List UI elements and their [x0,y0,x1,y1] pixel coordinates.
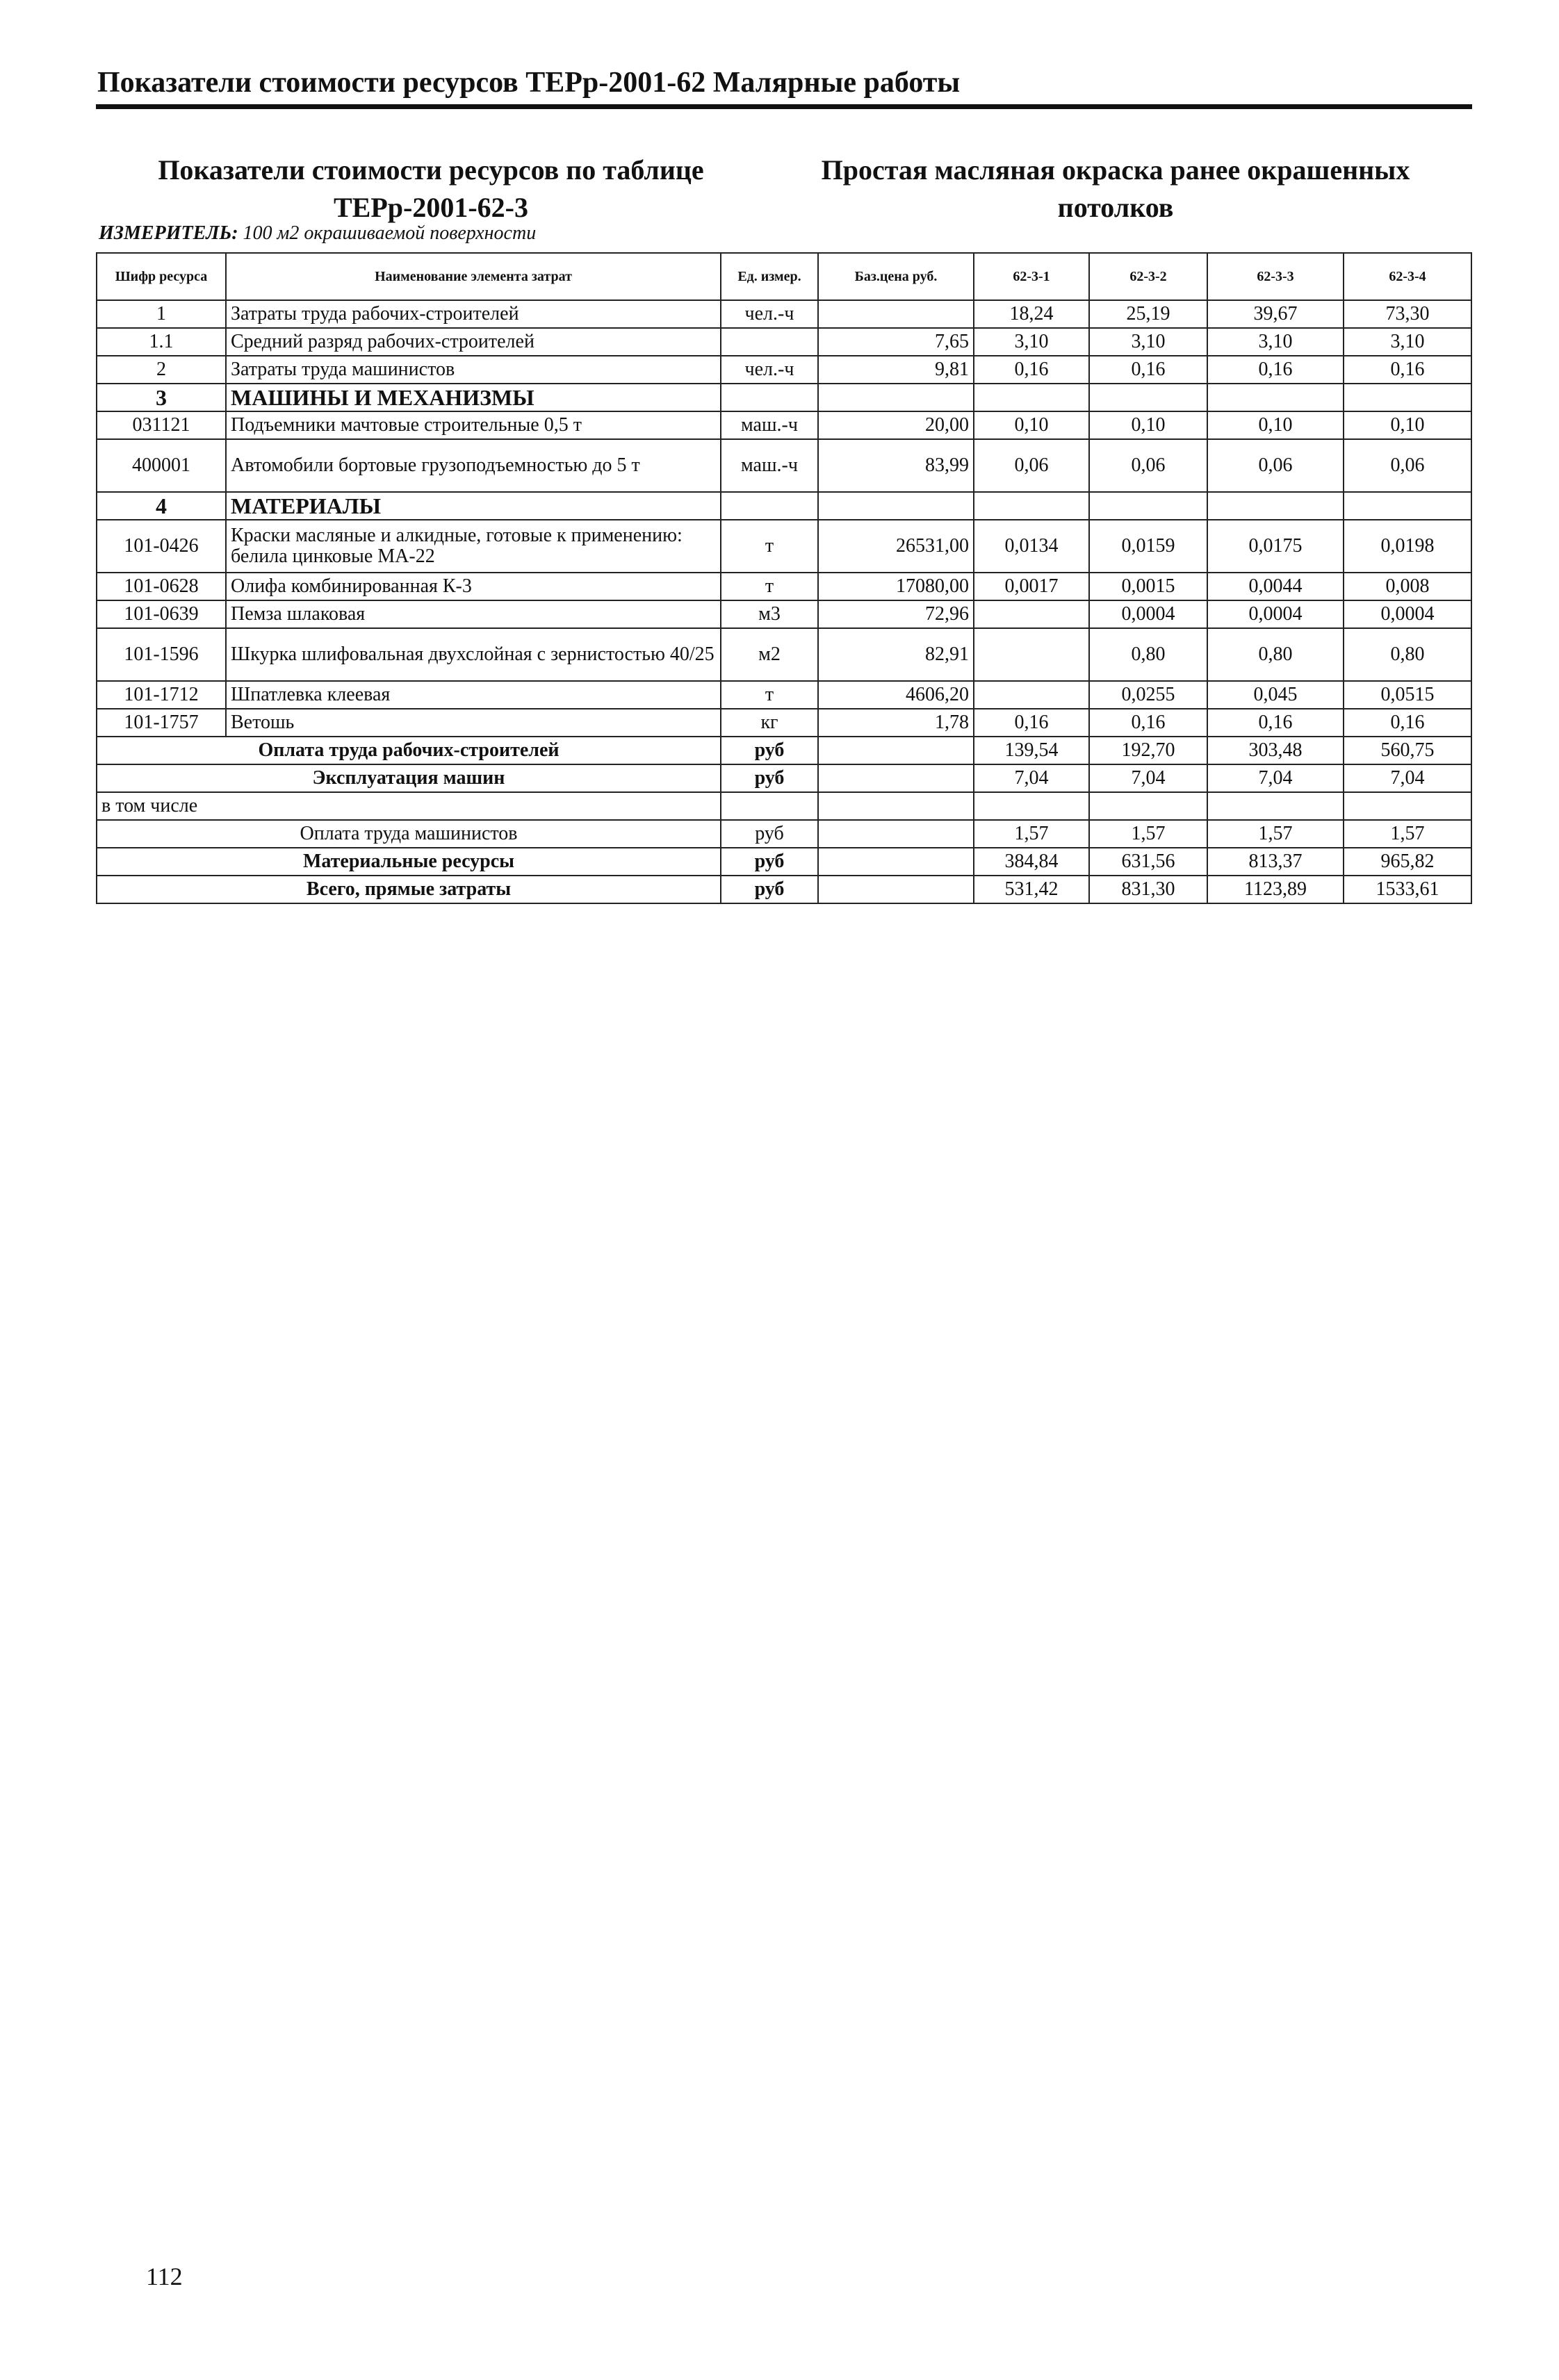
cell-value: 0,0044 [1207,573,1344,600]
cell-value: 1,57 [1207,820,1344,848]
table-row [97,681,1471,709]
header-col-2: 62-3-2 [1089,253,1207,300]
cell-price: 9,81 [818,356,974,384]
cell-name: Краски масляные и алкидные, готовые к применению: белила цинковые МА-22 [226,520,721,573]
cell-unit: руб [721,848,818,876]
table-row [97,573,1471,600]
cell-unit: м3 [721,600,818,628]
cell-unit: руб [721,764,818,792]
cell-value: 831,30 [1089,876,1207,903]
cell-unit: руб [721,820,818,848]
cell-name: Олифа комбинированная К-3 [226,573,721,600]
cell-value: 303,48 [1207,737,1344,764]
cell-value: 0,0198 [1344,520,1471,573]
work-title-line2: потолков [1057,192,1174,223]
cell-value: 0,0175 [1207,520,1344,573]
table-row [97,600,1471,628]
cell-unit [721,328,818,356]
page-number: 112 [146,2263,183,2290]
cell-value: 3,10 [1207,328,1344,356]
cell-price: 4606,20 [818,681,974,709]
resources-table [96,252,1472,904]
cell-value: 7,04 [1089,764,1207,792]
cell-value: 0,0017 [974,573,1089,600]
cell-unit: м2 [721,628,818,681]
cell-unit: маш.-ч [721,439,818,492]
table-row [97,411,1471,439]
cell-unit: т [721,573,818,600]
header-code: Шифр ресурса [97,253,226,300]
cell-code: 101-0628 [97,573,226,600]
cell-value: 0,0159 [1089,520,1207,573]
cell-value: 0,16 [1089,356,1207,384]
cell-value: 7,04 [1344,764,1471,792]
cell-value: 531,42 [974,876,1089,903]
cell-unit: маш.-ч [721,411,818,439]
cell-value: 0,16 [974,356,1089,384]
cell-value: 0,008 [1344,573,1471,600]
cell-value: 3,10 [1089,328,1207,356]
cell-value [974,600,1089,628]
cell-unit: руб [721,737,818,764]
cell-code: 1 [97,300,226,328]
cell-value: 0,16 [1344,709,1471,737]
cell-price: 82,91 [818,628,974,681]
cell-code: 1.1 [97,328,226,356]
cell-value: 0,10 [974,411,1089,439]
cell-price: 72,96 [818,600,974,628]
measure-value: 100 м2 окрашиваемой поверхности [243,222,537,244]
cell-price: 17080,00 [818,573,974,600]
cell-price: 20,00 [818,411,974,439]
summary-row [97,848,1471,876]
table-title-line1: Показатели стоимости ресурсов по таблице [158,154,704,186]
measure-label: ИЗМЕРИТЕЛЬ: [99,222,238,244]
cell-name: Подъемники мачтовые строительные 0,5 т [226,411,721,439]
cell-value: 0,0004 [1344,600,1471,628]
summary-row [97,820,1471,848]
header-col-4: 62-3-4 [1344,253,1471,300]
cell-code: 2 [97,356,226,384]
cell-name: Шкурка шлифовальная двухслойная с зернистостью 40/25 [226,628,721,681]
table-row [97,328,1471,356]
cell-value: 0,10 [1089,411,1207,439]
cell-price [818,300,974,328]
summary-label: Эксплуатация машин [97,764,721,792]
cell-value: 39,67 [1207,300,1344,328]
cell-unit: т [721,520,818,573]
cell-value: 0,045 [1207,681,1344,709]
header-divider [96,104,1472,109]
measure-line [99,222,536,245]
cell-name: Автомобили бортовые грузоподъемностью до 5 т [226,439,721,492]
cell-value: 7,04 [974,764,1089,792]
cell-code: 101-0639 [97,600,226,628]
header-price: Баз.цена руб. [818,253,974,300]
cell-name: Затраты труда рабочих-строителей [226,300,721,328]
cell-value: 0,06 [1207,439,1344,492]
cell-value: 0,80 [1089,628,1207,681]
cell-value: 631,56 [1089,848,1207,876]
cell-value: 0,0255 [1089,681,1207,709]
summary-label: Материальные ресурсы [97,848,721,876]
cell-value: 0,06 [1344,439,1471,492]
cell-value: 0,10 [1344,411,1471,439]
section-title: МАШИНЫ И МЕХАНИЗМЫ [226,384,721,411]
cell-code: 101-1757 [97,709,226,737]
cell-value: 1,57 [974,820,1089,848]
cell-code: 4 [97,492,226,520]
cell-code: 400001 [97,439,226,492]
cell-unit: руб [721,876,818,903]
cell-code: 031121 [97,411,226,439]
cell-value: 0,0004 [1089,600,1207,628]
cell-price: 26531,00 [818,520,974,573]
cell-code: 101-1596 [97,628,226,681]
cell-value: 813,37 [1207,848,1344,876]
section-row [97,492,1471,520]
cell-code: 101-0426 [97,520,226,573]
cell-value: 192,70 [1089,737,1207,764]
cell-value: 0,06 [1089,439,1207,492]
cell-value: 0,16 [1089,709,1207,737]
cell-unit: т [721,681,818,709]
cell-name: Шпатлевка клеевая [226,681,721,709]
cell-value: 0,16 [974,709,1089,737]
cell-code: 3 [97,384,226,411]
section-title: МАТЕРИАЛЫ [226,492,721,520]
summary-row [97,764,1471,792]
cell-value: 3,10 [974,328,1089,356]
cell-value: 0,06 [974,439,1089,492]
cell-value: 0,16 [1344,356,1471,384]
cell-name: Затраты труда машинистов [226,356,721,384]
header-col-3: 62-3-3 [1207,253,1344,300]
table-row [97,439,1471,492]
cell-unit: чел.-ч [721,300,818,328]
table-header-row [97,253,1471,300]
cell-value: 0,80 [1207,628,1344,681]
table-row [97,300,1471,328]
summary-label: Оплата труда рабочих-строителей [97,737,721,764]
cell-value: 560,75 [1344,737,1471,764]
cell-value: 0,16 [1207,356,1344,384]
cell-value: 25,19 [1089,300,1207,328]
cell-value [974,681,1089,709]
summary-label: Оплата труда машинистов [97,820,721,848]
cell-value: 0,10 [1207,411,1344,439]
cell-value: 0,0004 [1207,600,1344,628]
summary-label: Всего, прямые затраты [97,876,721,903]
cell-value: 3,10 [1344,328,1471,356]
cell-value: 1,57 [1344,820,1471,848]
cell-name: Ветошь [226,709,721,737]
cell-value: 7,04 [1207,764,1344,792]
cell-value: 0,80 [1344,628,1471,681]
table-row [97,628,1471,681]
work-title-line1: Простая масляная окраска ранее окрашенных [821,154,1410,186]
summary-note: в том числе [97,792,721,820]
table-row [97,356,1471,384]
cell-value: 0,16 [1207,709,1344,737]
summary-row [97,876,1471,903]
cell-value: 139,54 [974,737,1089,764]
cell-value: 18,24 [974,300,1089,328]
cell-value: 0,0515 [1344,681,1471,709]
summary-row [97,737,1471,764]
page-header-title: Показатели стоимости ресурсов ТЕРр-2001-62 Малярные работы [97,67,961,99]
cell-price: 83,99 [818,439,974,492]
table-title [97,151,765,227]
header-name: Наименование элемента затрат [226,253,721,300]
header-col-1: 62-3-1 [974,253,1089,300]
table-row [97,709,1471,737]
work-title [785,151,1446,227]
summary-row [97,792,1471,820]
cell-code: 101-1712 [97,681,226,709]
cell-name: Пемза шлаковая [226,600,721,628]
cell-value: 1533,61 [1344,876,1471,903]
cell-unit: кг [721,709,818,737]
cell-value [974,628,1089,681]
section-row [97,384,1471,411]
cell-value: 384,84 [974,848,1089,876]
table-row [97,520,1471,573]
cell-price: 7,65 [818,328,974,356]
table-title-line2: ТЕРр-2001-62-3 [334,192,528,223]
cell-value: 1123,89 [1207,876,1344,903]
cell-value: 0,0134 [974,520,1089,573]
cell-value: 73,30 [1344,300,1471,328]
cell-name: Средний разряд рабочих-строителей [226,328,721,356]
cell-price: 1,78 [818,709,974,737]
cell-value: 965,82 [1344,848,1471,876]
cell-value: 0,0015 [1089,573,1207,600]
header-unit: Ед. измер. [721,253,818,300]
cell-value: 1,57 [1089,820,1207,848]
cell-unit: чел.-ч [721,356,818,384]
